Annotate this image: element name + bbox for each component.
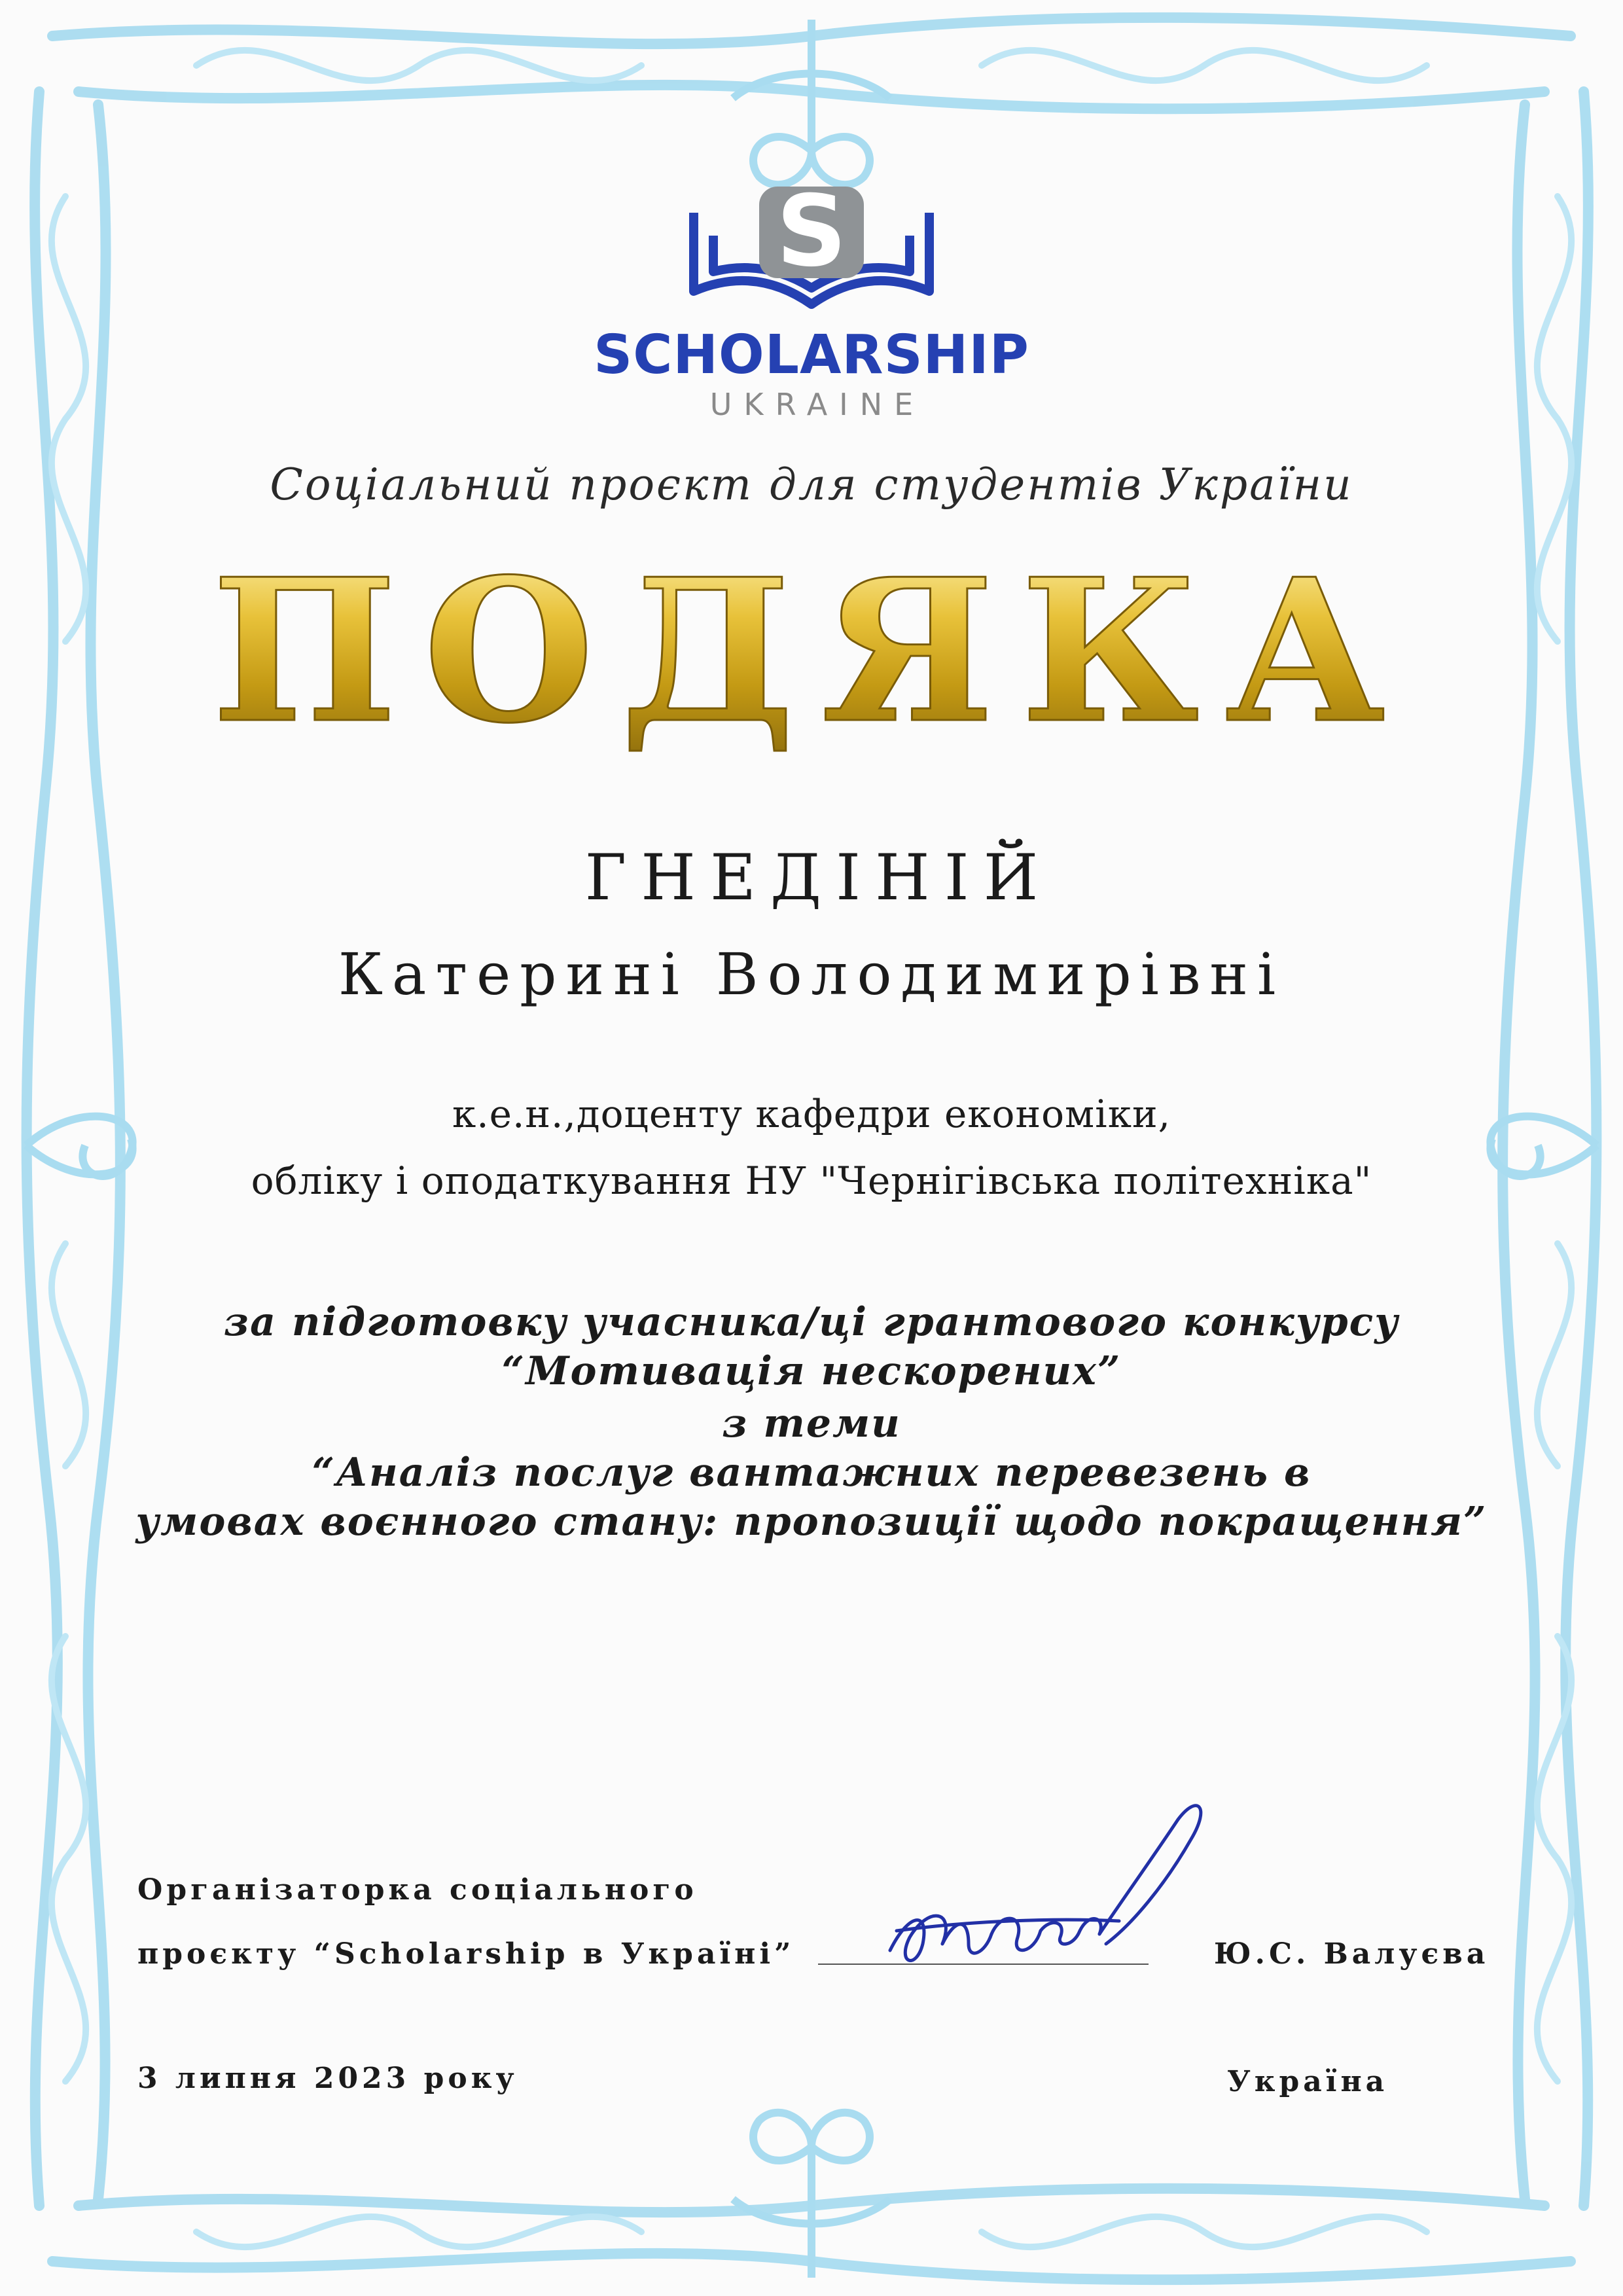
reason-line-3: з теми (722, 1401, 901, 1446)
issue-date: 3 липня 2023 року (137, 2062, 518, 2095)
reason-line-5: умовах воєнного стану: пропозиції щодо покращення” (135, 1499, 1488, 1545)
logo-letter: S (776, 175, 847, 289)
open-book-logo-icon (681, 173, 942, 317)
reason-line-4: “Аналіз послуг вантажних перевезень в (312, 1450, 1311, 1496)
recipient-given-names: Катерині Володимирівні (338, 941, 1285, 1008)
scholarship-logo (576, 173, 1047, 422)
handwritten-signature (870, 1780, 1237, 1990)
reason-line-1: за підготовку учасника/ці грантового конкурсу (223, 1299, 1400, 1345)
organizer-line-2: проєкту “Scholarship в Україні” (137, 1937, 795, 1971)
signer-name: Ю.С. Валуєва (1214, 1937, 1489, 1971)
subtitle: Соціальний проєкт для студентів України (270, 459, 1353, 510)
position-line-2: обліку і оподаткування НУ "Чернігівська політехніка" (251, 1158, 1372, 1203)
organizer-line-1: Організаторка соціального (137, 1873, 698, 1907)
page-title (211, 535, 1412, 766)
logo-name: SCHOLARSHIP (594, 324, 1029, 386)
recipient-surname: ГНЕДІНІЙ (584, 841, 1053, 914)
issue-country: Україна (1227, 2065, 1389, 2098)
position-line-1: к.е.н.,доценту кафедри економіки, (452, 1092, 1171, 1136)
reason-line-2: “Мотивація нескорених” (501, 1348, 1122, 1394)
logo-country: UKRAINE (709, 387, 925, 422)
title-text: ПОДЯКА (211, 535, 1412, 766)
